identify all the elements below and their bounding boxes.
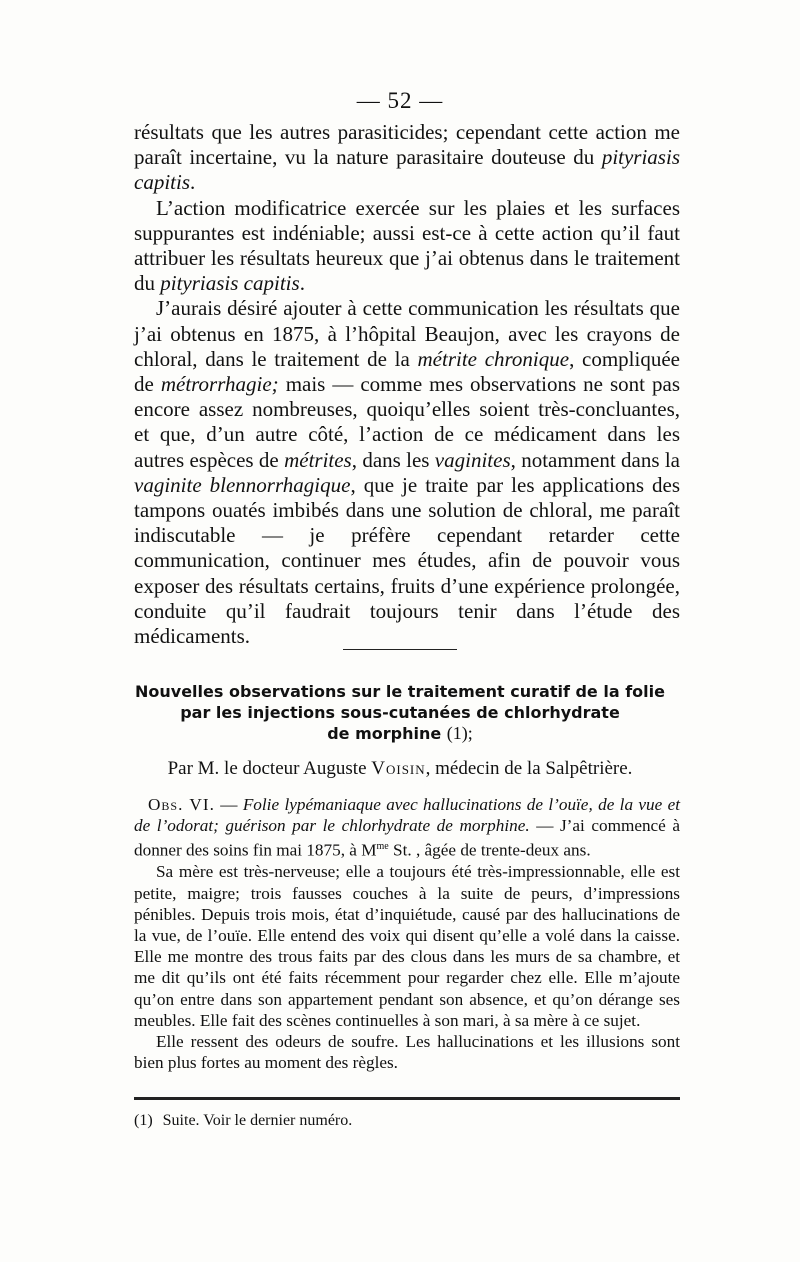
page-number: — 52 — [356, 88, 444, 113]
paragraph-text: résultats que les autres parasiticides; cependant cette action me paraît incertaine, vu la nature parasitaire douteuse du [134, 120, 680, 170]
paragraph-text: St. , âgée de trente-deux ans. [393, 841, 591, 861]
superscript: me [376, 841, 389, 853]
italic-term: métrites [284, 447, 352, 472]
footnote-number: (1) [134, 1112, 153, 1129]
footnote-ref: (1); [446, 723, 473, 743]
observation-title: Folie lypémaniaque avec hallucinations de l’ouïe, de la vue et de l’odorat; guérison par le chlorhydrate de morphine. [134, 795, 681, 836]
punctuation: . [299, 271, 305, 296]
paragraph-2 [134, 196, 680, 297]
body-text [134, 120, 680, 649]
observation-paragraph-3: Elle ressent des odeurs de soufre. Les hallucinations et les illusions sont bien plus fortes au moment des règles. [134, 1031, 680, 1073]
author-name: Voisin [371, 758, 426, 779]
italic-term: vaginite blennorrhagique [134, 472, 351, 497]
title-line-3 [118, 723, 682, 744]
author-suffix: , médecin de la Salpêtrière. [425, 758, 633, 779]
observation-label: Obs. VI. [148, 795, 215, 814]
article-title [118, 681, 682, 744]
punctuation: . [190, 170, 196, 195]
section-divider [343, 649, 457, 650]
dash: — [220, 795, 238, 814]
observation-text [134, 794, 680, 1073]
italic-term: métrite chronique [417, 346, 570, 371]
footnote [134, 1112, 680, 1130]
italic-term: pityriasis capitis [160, 271, 300, 296]
paragraph-text: , compliquée de [134, 346, 680, 397]
author-line [118, 758, 682, 780]
paragraph-3 [134, 296, 680, 649]
italic-term: pityriasis capitis [134, 145, 680, 195]
paragraph-text: mais — comme mes observations ne sont pas encore assez nombreuses, quoiqu’elles soient très-concluantes, et que, d’un autre côté, l’action de ce médicament dans les autres espèces de [134, 372, 681, 472]
paragraph-1 [134, 120, 680, 196]
paragraph-text: , que je traite par les applications des tampons ouatés imbibés dans une solution de chloral, me paraît indiscutable — je préfère cependant retarder cette communication, continuer mes études, afin de pouvoir vous exposer des résultats certains, fruits d’une expérience prolongée, conduite qu’il faudrait toujours tenir dans l’étude des médicaments. [134, 472, 680, 649]
observation-intro [134, 794, 680, 861]
title-text: de morphine [327, 724, 442, 743]
paragraph-text: — J’ai commencé à donner des soins fin mai 1875, à M [134, 816, 681, 861]
author-prefix: Par M. le docteur Auguste [167, 758, 367, 779]
italic-term: vaginites [434, 447, 511, 472]
footnote-text: Suite. Voir le dernier numéro. [162, 1112, 353, 1129]
paragraph-text: , dans les [351, 447, 430, 472]
observation-paragraph-2: Sa mère est très-nerveuse; elle a toujours été très-impressionnable, elle est petite, maigre; trois fausses couches à la suite de peurs, d’impressions pénibles. Depuis trois mois, état d’inquiétude, causé par des hallucinations de la vue, de l’ouïe. Elle entend des voix qui disent qu’elle a volé dans la caisse. Elle me montre des trous faits par des clous dans les murs de sa chambre, et me dit qu’ils ont été faits récemment pour regarder chez elle. Elle m’ajoute qu’on entre dans son appartement pendant son absence, et qu’on dérange ses meubles. Elle fait des scènes continuelles à son mari, à sa mère à ce sujet. [134, 862, 680, 1030]
paragraph-text: L’action modificatrice exercée sur les plaies et les surfaces suppurantes est indéniable; aussi est-ce à cette action qu’il faut attribuer les résultats heureux que j’ai obtenus dans le traitement du [134, 195, 680, 296]
paragraph-text: J’aurais désiré ajouter à cette communication les résultats que j’ai obtenus en 1875, à l’hôpital Beaujon, avec les crayons de chloral, dans le traitement de la [134, 296, 680, 371]
italic-term: métrorrhagie; [160, 372, 279, 397]
title-line-1: Nouvelles observations sur le traitement curatif de la folie [135, 682, 665, 701]
paragraph-text: , notamment dans la [510, 447, 680, 472]
title-line-2: par les injections sous-cutanées de chlorhydrate [180, 703, 620, 722]
footnote-divider [134, 1097, 680, 1100]
